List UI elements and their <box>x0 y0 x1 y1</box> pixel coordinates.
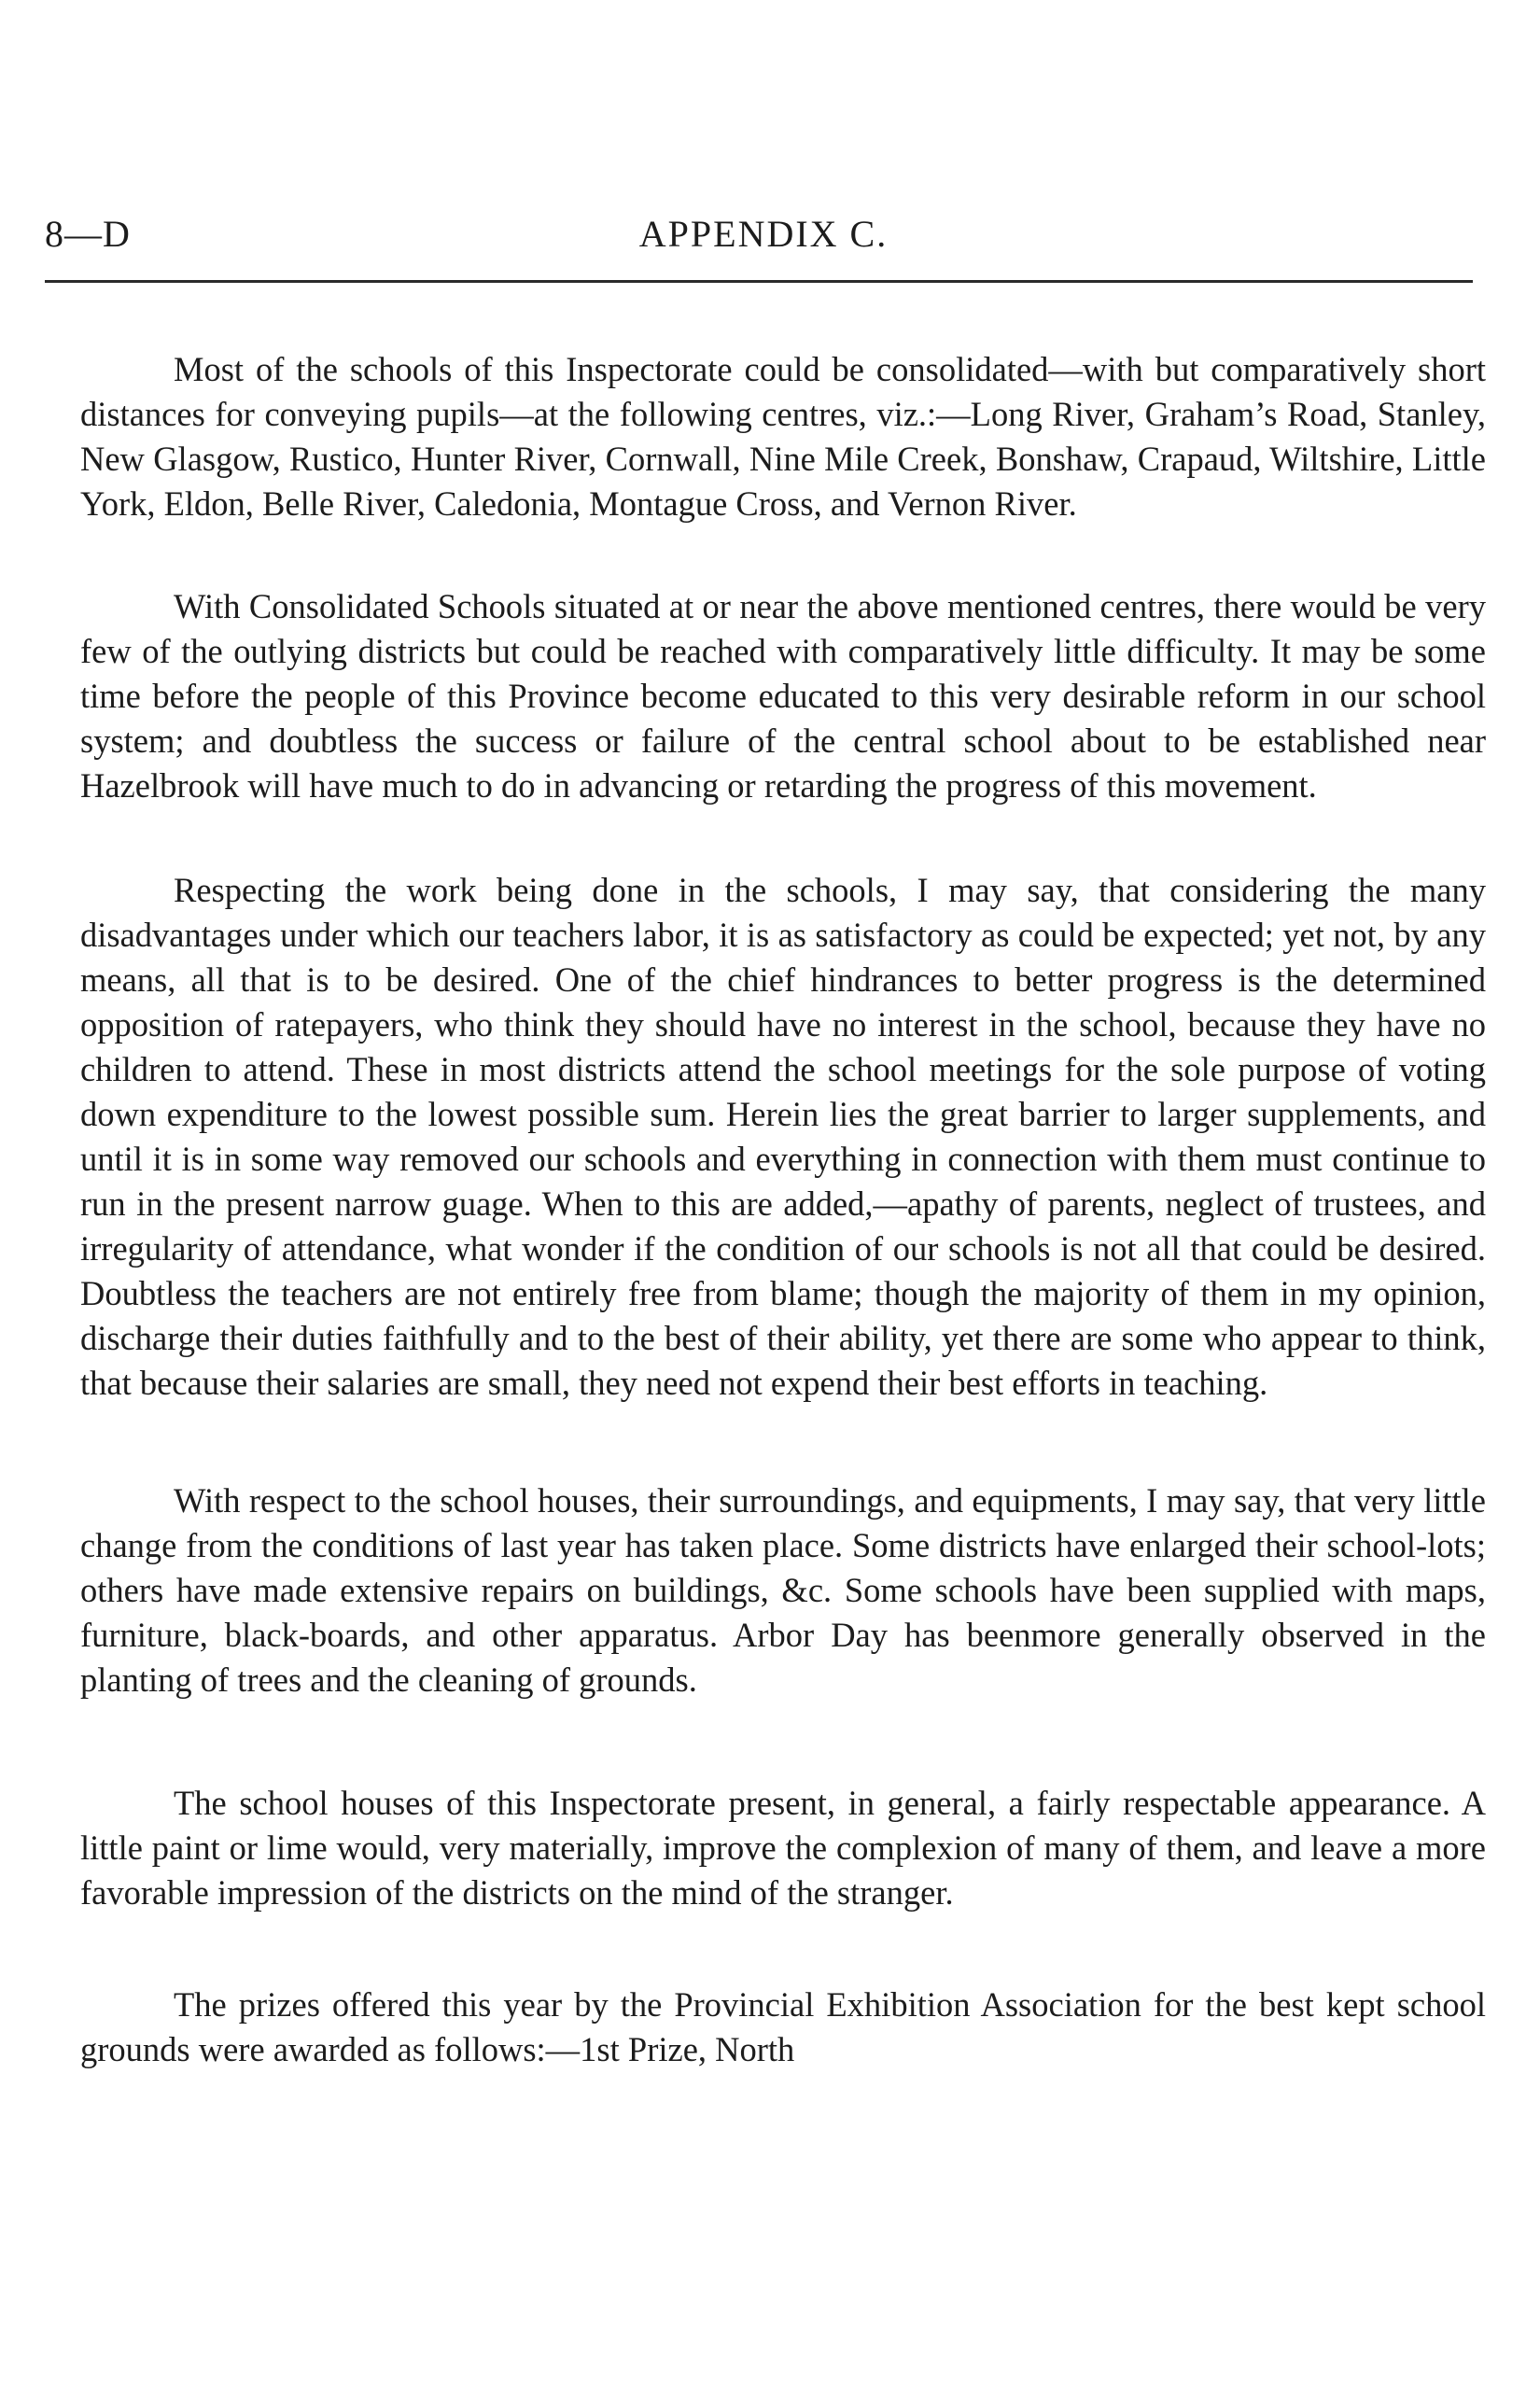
header-rule <box>45 280 1473 283</box>
paragraph: Most of the schools of this Inspectorate could be consolidated—with but comparatively short distances for conveying pupils—at the following centres, viz.:—Long River, Graham’s Road, Stanley, New Glasgow, Rustico, Hunter River, Cornwall, Nine Mile Creek, Bonshaw, Crapaud, Wiltshire, Little York, Eldon, Belle River, Caledonia, Montague Cross, and Vernon River. <box>80 350 1486 523</box>
paragraph: Respecting the work being done in the schools, I may say, that considering the many disadvantages under which our teachers labor, it is as satisfactory as could be expected; yet not, by any means, all that is to be desired. One of the chief hindrances to better progress is the determined opposition of ratepayers, who think they should have no interest in the school, because they have no children to attend. These in most districts attend the school meetings for the sole purpose of voting down expenditure to the lowest possible sum. Herein lies the great barrier to larger supplements, and until it is in some way removed our schools and everything in connection with them must continue to run in the present narrow guage. When to this are added,—apathy of parents, neglect of trustees, and irregularity of attendance, what wonder if the condition of our schools is not all that could be desired. Doubtless the teachers are not entirely free from blame; though the majority of them in my opinion, discharge their duties faithfully and to the best of their ability, yet there are some who appear to think, that because their salaries are small, they need not expend their best efforts in teaching. <box>80 871 1486 1402</box>
paragraph: The school houses of this Inspectorate present, in general, a fairly respectable appearance. A little paint or lime would, very materially, improve the complexion of many of them, and leave a more favorable impression of the districts on the mind of the stranger. <box>80 1784 1486 1912</box>
paragraph: The prizes offered this year by the Provincial Exhibition Association for the best kept school grounds were awarded as follows:—1st Prize, North <box>80 1985 1486 2068</box>
page-number: 8—D <box>45 213 131 255</box>
paragraph: With respect to the school houses, their surroundings, and equipments, I may say, that very little change from the conditions of last year has taken place. Some districts have enlarged their school-lots; others have made extensive repairs on buildings, &c. Some schools have been supplied with maps, furniture, black-boards, and other apparatus. Arbor Day has beenmore generally observed in the planting of trees and the cleaning of grounds. <box>80 1481 1486 1699</box>
body-text <box>80 347 1486 2072</box>
running-title: APPENDIX C. <box>638 213 889 255</box>
paragraph: With Consolidated Schools situated at or near the above mentioned centres, there would be very few of the outlying districts but could be reached with comparatively little difficulty. It may be some time before the people of this Province become educated to this very desirable reform in our school system; and doubtless the success or failure of the central school about to be established near Hazelbrook will have much to do in advancing or retarding the progress of this movement. <box>80 587 1486 805</box>
